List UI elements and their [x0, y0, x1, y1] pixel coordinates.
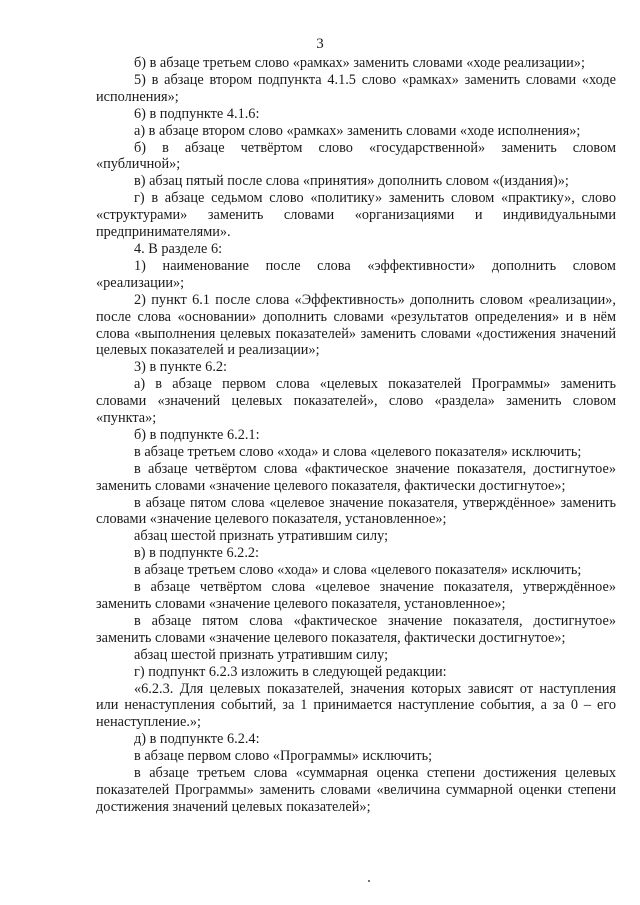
paragraph: 3) в пункте 6.2: [134, 359, 228, 376]
paragraph: а) в абзаце втором слово «рамках» заменить словами «ходе исполнения»; [134, 122, 581, 139]
paragraph: абзац шестой признать утратившим силу; [134, 646, 389, 663]
paragraph: в абзаце третьем слово «хода» и слова «целевого показателя» исключить; [134, 562, 582, 579]
paragraph: б) в подпункте 6.2.1: [134, 426, 260, 443]
paragraph: г) подпункт 6.2.3 изложить в следующей редакции: [134, 663, 447, 680]
paragraph: в абзаце четвёртом слова «фактическое значение показателя, достигнутое» заменить словами «значение целевого показателя, фактически достигнутое»; [96, 460, 616, 494]
paragraph: б) в абзаце четвёртом слово «государственной» заменить словом «публичной»; [96, 139, 616, 173]
paragraph: 6) в подпункте 4.1.6: [134, 105, 260, 122]
paragraph: в абзаце третьем слово «хода» и слова «целевого показателя» исключить; [134, 443, 582, 460]
paragraph: в абзаце четвёртом слова «целевое значение показателя, утверждённое» заменить словами «значение целевого показателя, установленное»; [96, 579, 616, 612]
paragraph: а) в абзаце первом слова «целевых показателей Программы» заменить словами «значений целевых показателей», слово «раздела» заменить словом «пункта»; [96, 376, 616, 427]
paragraph: абзац шестой признать утратившим силу; [134, 528, 389, 545]
paragraph: д) в подпункте 6.2.4: [134, 731, 260, 748]
section-heading: 4. В разделе 6: [134, 240, 223, 257]
paragraph: в абзаце пятом слова «целевое значение показателя, утверждённое» заменить словами «значение целевого показателя, установленное»; [96, 494, 616, 528]
page-number: 3 [316, 36, 324, 52]
paragraph: в абзаце третьем слова «суммарная оценка степени достижения целевых показателей Программы» заменить словами «величина суммарной оценки степени достижения значений целевых показателей»; [96, 765, 616, 815]
paragraph: в абзаце пятом слова «фактическое значение показателя, достигнутое» заменить словами «значение целевого показателя, фактически достигнутое»; [96, 612, 616, 646]
document-body [96, 55, 616, 816]
paragraph: в) абзац пятый после слова «принятия» дополнить словом «(издания)»; [134, 173, 569, 190]
paragraph: г) в абзаце седьмом слово «политику» заменить словом «практику», слово «структурами» заменить словами «организациями и индивидуальными предпринимателями». [96, 190, 616, 241]
paragraph: в) в подпункте 6.2.2: [134, 545, 260, 562]
paragraph: 2) пункт 6.1 после слова «Эффективность» дополнить словом «реализации», после слова «основании» дополнить словами «результатов определения» и в нём слова «выполнения целевых показателей» заменить словами «достижения значений целевых показателей и реализации»; [96, 291, 616, 359]
paragraph: в абзаце первом слово «Программы» исключить; [134, 748, 433, 765]
paragraph: б) в абзаце третьем слово «рамках» заменить словами «ходе реализации»; [134, 55, 585, 71]
quoted-paragraph: «6.2.3. Для целевых показателей, значения которых зависят от наступления или ненаступления событий, за 1 принимается наступление события, а за 0 – его ненаступление.»; [96, 680, 616, 731]
scan-speck [368, 880, 370, 882]
paragraph: 5) в абзаце втором подпункта 4.1.5 слово «рамках» заменить словами «ходе исполнения»; [96, 71, 616, 105]
paragraph: 1) наименование после слова «эффективности» дополнить словом «реализации»; [96, 257, 616, 291]
